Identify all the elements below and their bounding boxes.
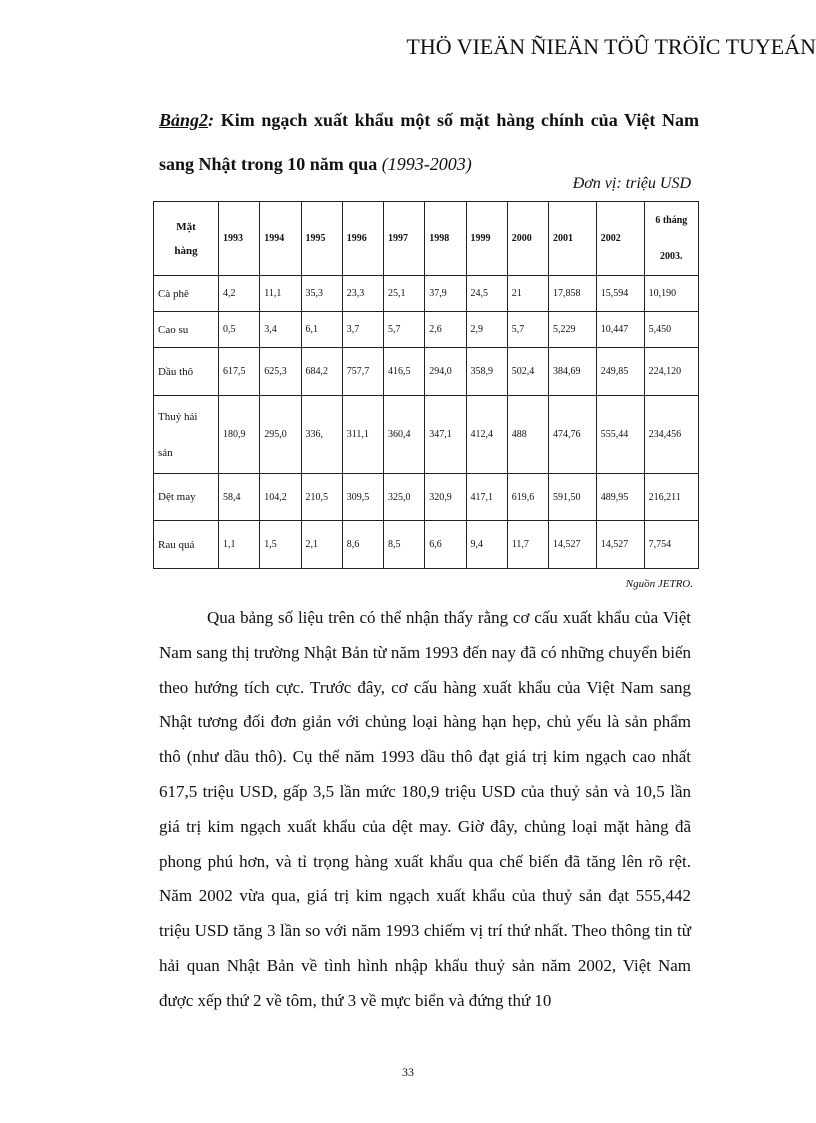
table-cell: 11,7 (507, 521, 548, 569)
table-cell: 3,4 (260, 312, 301, 348)
row-label (154, 396, 219, 474)
table-cell: 1,1 (219, 521, 260, 569)
table-cell: 11,1 (260, 276, 301, 312)
table-cell: 58,4 (219, 474, 260, 521)
table-row (154, 276, 699, 312)
table-cell: 358,9 (466, 348, 507, 396)
table-cell: 309,5 (342, 474, 383, 521)
row-label-line2: sản (158, 446, 173, 459)
table-cell: 2,9 (466, 312, 507, 348)
table-cell: 35,3 (301, 276, 342, 312)
table-cell: 10,190 (644, 276, 698, 312)
table-cell: 336, (301, 396, 342, 474)
table-cell: 625,3 (260, 348, 301, 396)
table-cell: 24,5 (466, 276, 507, 312)
table-cell: 7,754 (644, 521, 698, 569)
header-cell-year: 1995 (301, 202, 342, 276)
table-cell: 14,527 (596, 521, 644, 569)
table-cell: 216,211 (644, 474, 698, 521)
table-cell: 210,5 (301, 474, 342, 521)
table-cell: 14,527 (549, 521, 597, 569)
table-cell: 311,1 (342, 396, 383, 474)
table-cell: 104,2 (260, 474, 301, 521)
table-row (154, 312, 699, 348)
header-six-months-line2: 2003. (660, 250, 683, 262)
header-cell-year: 1999 (466, 202, 507, 276)
row-label: Cao su (154, 312, 219, 348)
header-cell-year: 1994 (260, 202, 301, 276)
table-cell: 21 (507, 276, 548, 312)
row-label-line1: Thuỷ hải (158, 410, 198, 423)
table-cell: 295,0 (260, 396, 301, 474)
table-cell: 234,456 (644, 396, 698, 474)
table-cell: 5,229 (549, 312, 597, 348)
table-cell: 488 (507, 396, 548, 474)
header-cell-year: 2000 (507, 202, 548, 276)
table-cell: 360,4 (384, 396, 425, 474)
table-cell: 37,9 (425, 276, 466, 312)
row-label: Dệt may (154, 474, 219, 521)
table-title-main: Kim ngạch xuất khẩu một số mặt hàng chính của Việt Nam sang Nhật trong 10 năm qua (159, 110, 699, 174)
table-cell: 1,5 (260, 521, 301, 569)
header-cell-year: 1998 (425, 202, 466, 276)
header-item-line1: Mặt (176, 220, 196, 233)
table-row (154, 521, 699, 569)
table-cell: 416,5 (384, 348, 425, 396)
table-title-years: (1993-2003) (381, 154, 472, 174)
header-cell-year: 2002 (596, 202, 644, 276)
table-cell: 412,4 (466, 396, 507, 474)
table-cell: 4,2 (219, 276, 260, 312)
header-cell-year: 1996 (342, 202, 383, 276)
table-row (154, 474, 699, 521)
table-cell: 25,1 (384, 276, 425, 312)
table-header-row (154, 202, 699, 276)
table-cell: 10,447 (596, 312, 644, 348)
row-label: Dầu thô (154, 348, 219, 396)
table-cell: 0,5 (219, 312, 260, 348)
table-cell: 619,6 (507, 474, 548, 521)
row-label: Rau quả (154, 521, 219, 569)
table-cell: 474,76 (549, 396, 597, 474)
header-item-line2: hàng (174, 244, 198, 257)
table-title (159, 98, 699, 186)
header-cell-item (154, 202, 219, 276)
header-cell-year: 1993 (219, 202, 260, 276)
table-row (154, 396, 699, 474)
table-cell: 757,7 (342, 348, 383, 396)
table-cell: 2,1 (301, 521, 342, 569)
table-cell: 489,95 (596, 474, 644, 521)
table-cell: 6,1 (301, 312, 342, 348)
header-cell-year: 2001 (549, 202, 597, 276)
table-cell: 555,44 (596, 396, 644, 474)
table-cell: 8,6 (342, 521, 383, 569)
header-six-months-line1: 6 tháng (655, 214, 688, 226)
table-cell: 347,1 (425, 396, 466, 474)
unit-label: Đơn vị: triệu USD (572, 175, 691, 192)
table-cell: 5,7 (507, 312, 548, 348)
source-note: Nguồn JETRO. (625, 578, 693, 590)
table-cell: 6,6 (425, 521, 466, 569)
table-cell: 591,50 (549, 474, 597, 521)
table-cell: 224,120 (644, 348, 698, 396)
table-row (154, 348, 699, 396)
header-cell-six-months (644, 202, 698, 276)
table-cell: 2,6 (425, 312, 466, 348)
table-cell: 5,450 (644, 312, 698, 348)
table-cell: 5,7 (384, 312, 425, 348)
table-cell: 320,9 (425, 474, 466, 521)
row-label: Cà phê (154, 276, 219, 312)
table-cell: 23,3 (342, 276, 383, 312)
table-cell: 8,5 (384, 521, 425, 569)
export-table (153, 201, 699, 569)
table-title-colon: : (208, 110, 215, 130)
table-cell: 3,7 (342, 312, 383, 348)
table-cell: 384,69 (549, 348, 597, 396)
table-cell: 9,4 (466, 521, 507, 569)
table-cell: 17,858 (549, 276, 597, 312)
page-header: THÖ VIEÄN ÑIEÄN TÖÛ TRÖÏC TUYEÁN (406, 34, 816, 59)
page-number: 33 (402, 1065, 414, 1079)
body-paragraph: Qua bảng số liệu trên có thể nhận thấy rằng cơ cấu xuất khẩu của Việt Nam sang thị trường Nhật Bản từ năm 1993 đến nay đã có những chuyển biến theo hướng tích cực. Trước đây, cơ cấu hàng xuất khẩu của Việt Nam sang Nhật tương đối đơn giản với chủng loại hàng hạn hẹp, chủ yếu là sản phẩm thô (như dầu thô). Cụ thể năm 1993 dầu thô đạt giá trị kim ngạch cao nhất 617,5 triệu USD, gấp 3,5 lần mức 180,9 triệu USD của thuỷ sản và 10,5 lần giá trị kim ngạch xuất khẩu của dệt may. Giờ đây, chủng loại mặt hàng đã phong phú hơn, và tỉ trọng hàng xuất khẩu qua chế biến đã tăng lên rõ rệt. Năm 2002 vừa qua, giá trị kim ngạch xuất khẩu của thuỷ sản đạt 555,442 triệu USD tăng 3 lần so với năm 1993 chiếm vị trí thứ nhất. Theo thông tin từ hải quan Nhật Bản về tình hình nhập khẩu thuỷ sản năm 2002, Việt Nam được xếp thứ 2 về tôm, thứ 3 về mực biển và đứng thứ 10 (159, 608, 691, 1010)
table-cell: 294,0 (425, 348, 466, 396)
header-cell-year: 1997 (384, 202, 425, 276)
table-cell: 617,5 (219, 348, 260, 396)
table-title-lead: Bảng2 (159, 110, 209, 130)
table-cell: 15,594 (596, 276, 644, 312)
table-cell: 180,9 (219, 396, 260, 474)
table-cell: 502,4 (507, 348, 548, 396)
table-cell: 417,1 (466, 474, 507, 521)
table-cell: 249,85 (596, 348, 644, 396)
table-cell: 684,2 (301, 348, 342, 396)
table-cell: 325,0 (384, 474, 425, 521)
